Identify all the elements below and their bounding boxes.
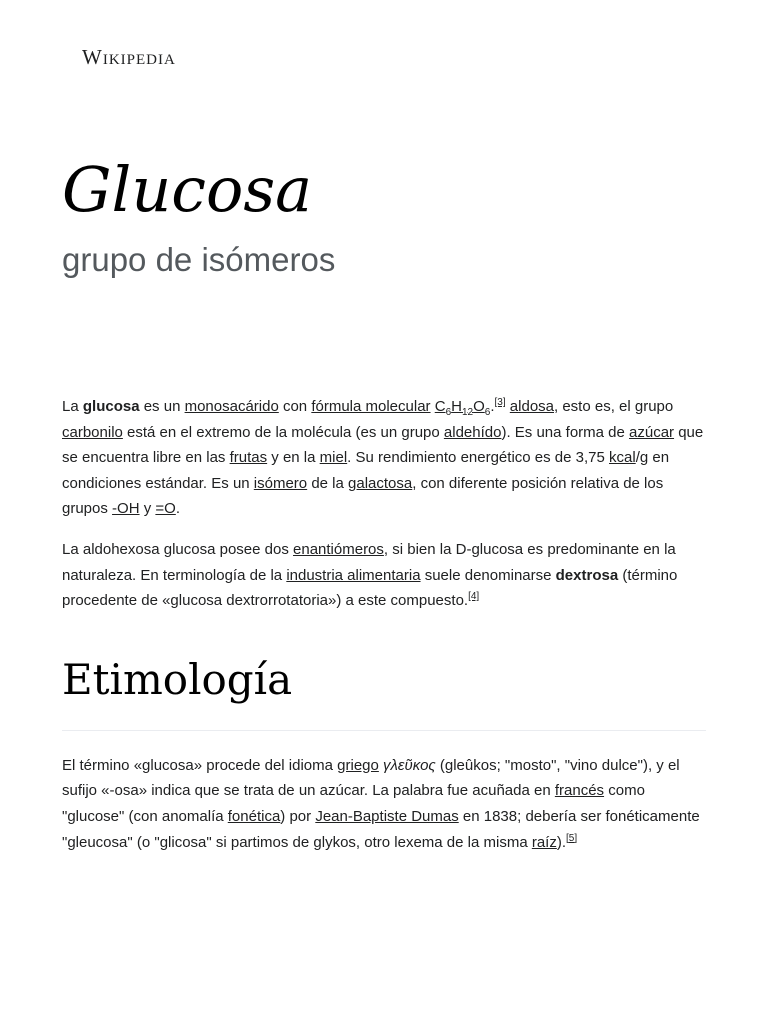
text: como "glucose" (con anomalía [62, 782, 645, 825]
article-content [62, 394, 706, 870]
text: El término «glucosa» procede del idioma [62, 756, 338, 774]
reference-3[interactable]: [3] [494, 397, 506, 408]
section-heading-etimologia: Etimología [62, 652, 706, 731]
link-miel[interactable]: miel [319, 449, 348, 467]
reference-4[interactable]: [4] [468, 591, 480, 603]
formula-sub-12: 12 [461, 407, 474, 418]
link-aldehido[interactable]: aldehído [443, 423, 502, 441]
text: en 1838; debería ser fonéticamente "gleucosa" (o "glicosa" si partimos de glykos, otro lexema de la misma [62, 807, 700, 851]
text: (gleûkos; "mosto", "vino dulce"), y el sufijo «-osa» indica que se trata de un azúcar. La palabra fue acuñada en [62, 756, 680, 800]
link-galactosa[interactable]: galactosa [348, 474, 413, 492]
text: . [175, 500, 180, 518]
greek-term: γλεῦκος [383, 756, 436, 774]
text: está en el extremo de la molécula (es un grupo [122, 423, 444, 441]
bold-term-dextrosa: dextrosa [555, 566, 619, 584]
link-monosacarido[interactable]: monosacárido [184, 398, 279, 415]
page-subtitle: grupo de isómeros [62, 241, 336, 278]
text: que se encuentra libre en las [62, 423, 704, 467]
etimologia-paragraph [62, 753, 706, 855]
link-isomero[interactable]: isómero [253, 474, 308, 492]
link-azucar[interactable]: azúcar [629, 423, 675, 441]
wikipedia-wordmark[interactable]: Wikipedia [82, 45, 176, 69]
link-frutas[interactable]: frutas [229, 449, 268, 467]
text: de la [307, 474, 349, 492]
bold-term-glucosa: glucosa [82, 398, 140, 415]
text: , si bien la D-glucosa es predominante en la naturaleza. En terminología de la [62, 540, 676, 584]
site-header [82, 44, 176, 70]
text: . [490, 398, 495, 415]
link-raiz[interactable]: raíz [531, 833, 557, 851]
text: suele denominarse [420, 566, 556, 584]
intro-paragraph-1 [62, 394, 706, 522]
reference-5[interactable]: [5] [566, 832, 578, 844]
text: con [278, 398, 312, 415]
formula-c: C [434, 398, 446, 415]
link-o[interactable]: =O [155, 500, 176, 518]
intro-paragraph-2 [62, 537, 706, 614]
text: y en la [267, 449, 320, 467]
text: , con diferente posición relativa de los grupos [62, 474, 664, 518]
link-aldosa[interactable]: aldosa [509, 398, 554, 415]
link-enantiomeros[interactable]: enantiómeros [293, 540, 384, 558]
link-formula-molecular[interactable]: fórmula molecular [311, 398, 431, 415]
formula-o: O [473, 398, 485, 415]
link-frances[interactable]: francés [554, 782, 605, 800]
text: ). Es una forma de [501, 423, 630, 441]
link-fonetica[interactable]: fonética [227, 807, 281, 825]
formula-sub-6: 6 [445, 407, 452, 418]
text: /g en condiciones estándar. Es un [62, 449, 670, 492]
page-title: Glucosa [62, 153, 313, 226]
link-formula[interactable] [434, 398, 491, 418]
title-block [62, 150, 706, 280]
text: La [62, 398, 83, 415]
text: . Su rendimiento energético es de 3,75 [347, 449, 610, 467]
link-industria-alimentaria[interactable]: industria alimentaria [286, 566, 421, 584]
text: es un [139, 398, 185, 415]
link-carbonilo[interactable]: carbonilo [62, 423, 123, 441]
text: La aldohexosa glucosa posee dos [62, 540, 294, 558]
link-griego[interactable]: griego [337, 756, 379, 774]
text: (término procedente de «glucosa dextrorrotatoria») a este compuesto. [62, 566, 678, 610]
link-oh[interactable]: -OH [112, 500, 140, 518]
text: ). [556, 833, 567, 851]
text: , esto es, el grupo [554, 398, 674, 415]
link-kcal[interactable]: kcal [609, 449, 636, 467]
formula-h: H [451, 398, 462, 415]
formula-sub-6b: 6 [484, 407, 491, 418]
text: ) por [280, 807, 316, 825]
text: y [139, 500, 156, 518]
link-jean-baptiste-dumas[interactable]: Jean-Baptiste Dumas [315, 807, 459, 825]
